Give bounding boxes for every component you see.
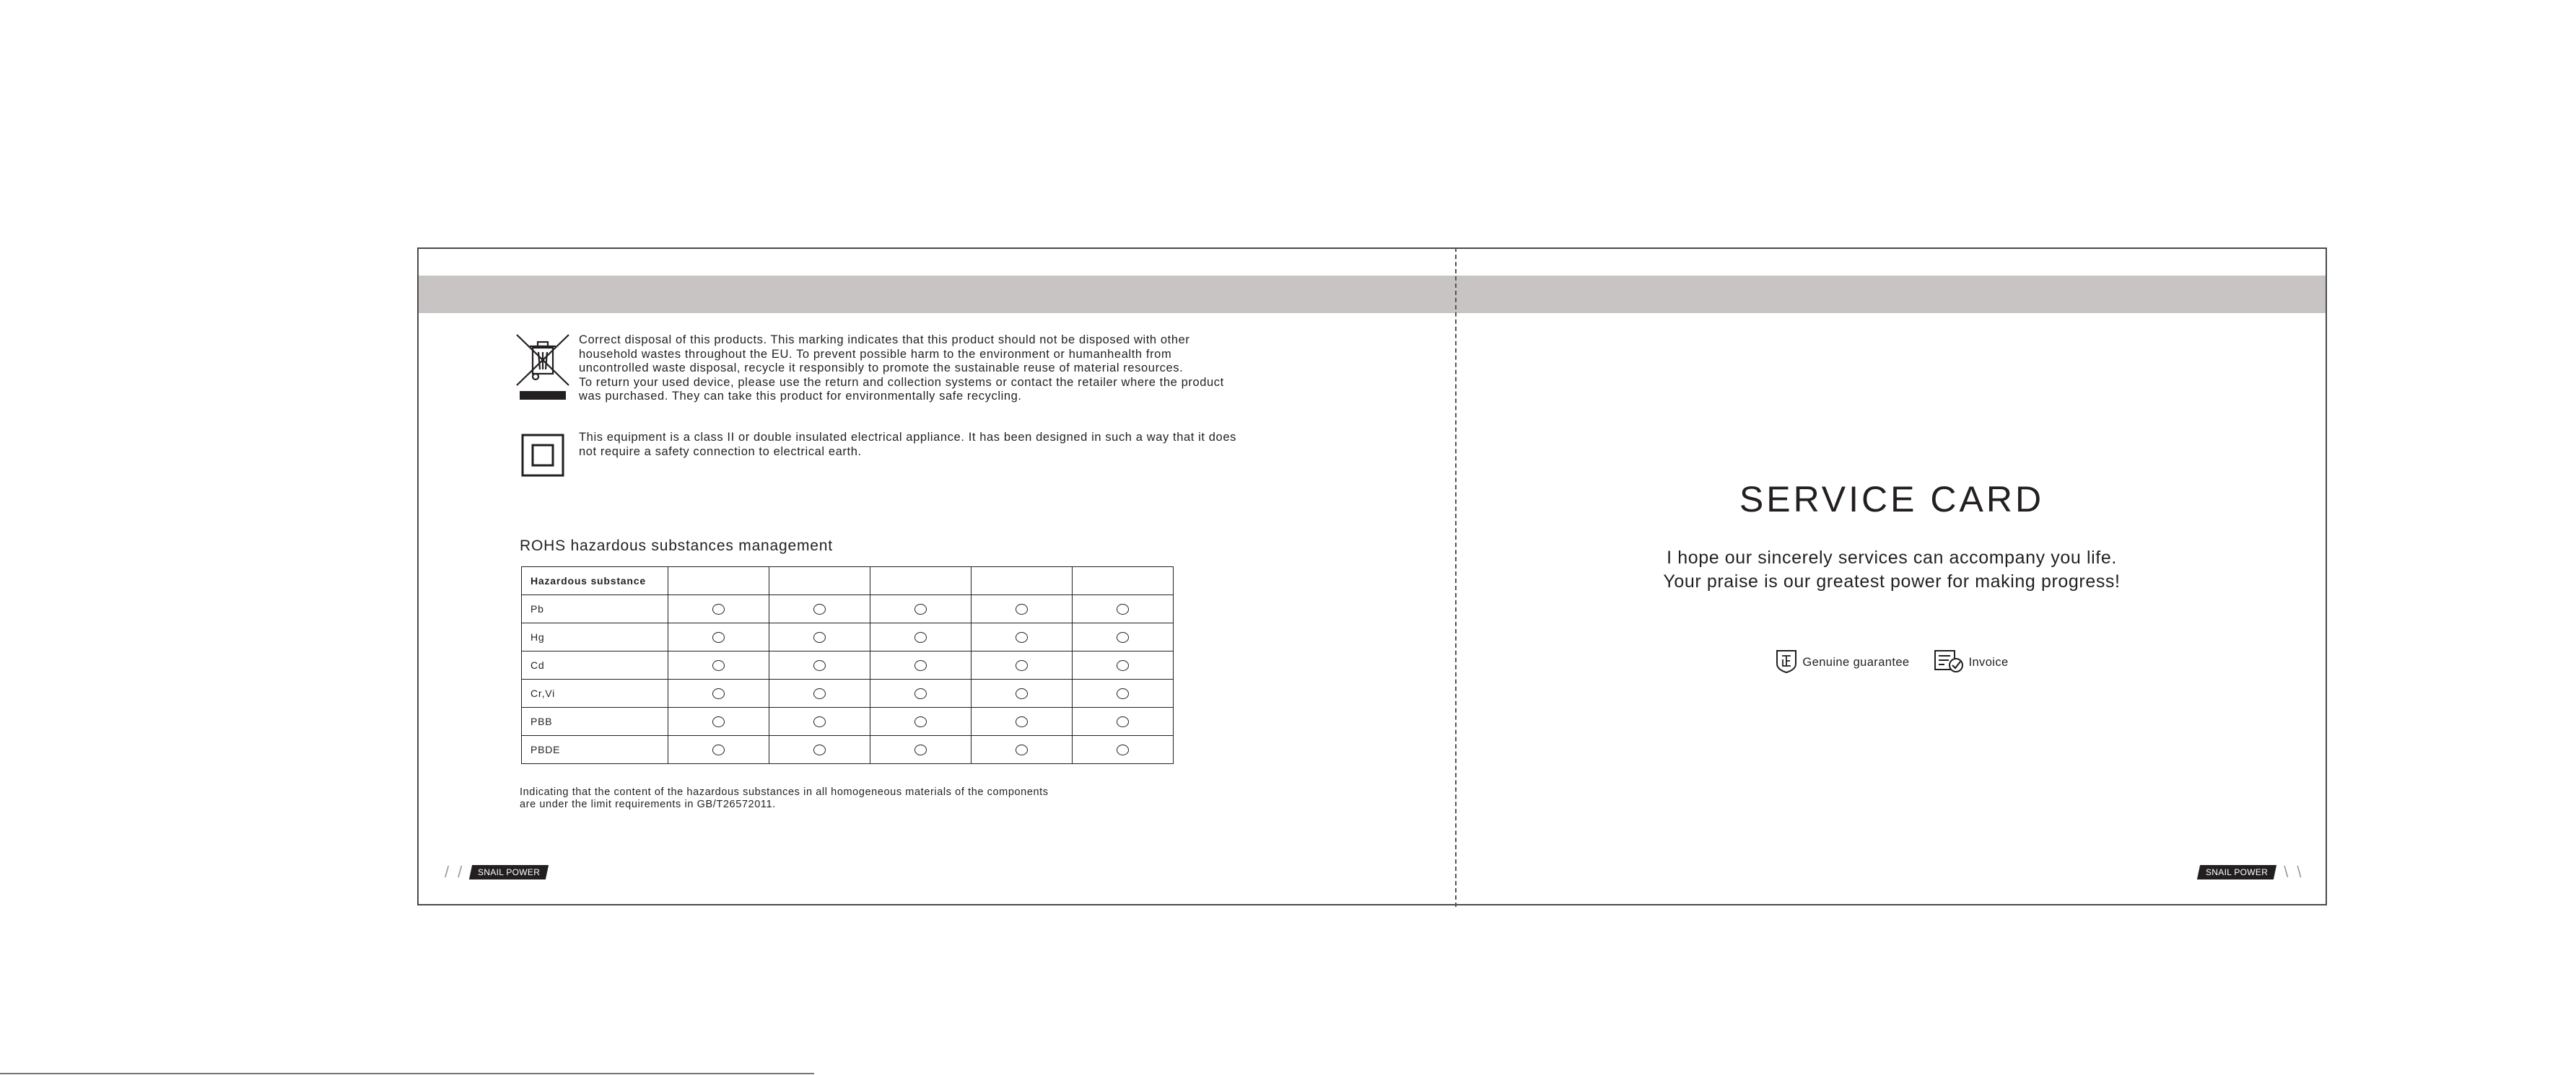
rohs-cell [668, 708, 769, 736]
weee-line: household wastes throughout the EU. To prevent possible harm to the environment or humanhealth from [579, 347, 1172, 361]
right-brand [2199, 865, 2301, 879]
rohs-cell [1073, 651, 1174, 680]
backslash-decoration: \ [2297, 863, 2302, 881]
class-ii-text [579, 431, 1301, 459]
rohs-header-row [522, 567, 1174, 595]
circle-mark-icon [712, 716, 725, 727]
rohs-cell [1073, 623, 1174, 651]
rohs-cell [769, 623, 870, 651]
circle-mark-icon [914, 745, 927, 755]
rohs-cell [972, 708, 1073, 736]
rohs-row [522, 708, 1174, 736]
left-brand [445, 865, 547, 879]
weee-text [579, 333, 1301, 404]
rohs-row [522, 595, 1174, 623]
rohs-cell [972, 680, 1073, 708]
rohs-header-cell [870, 567, 972, 595]
rohs-cell [870, 708, 972, 736]
rohs-cell [668, 736, 769, 764]
feature-label: Genuine guarantee [1802, 656, 1910, 669]
slash-decoration: / [445, 863, 450, 881]
rohs-header-cell [769, 567, 870, 595]
rohs-cell [668, 651, 769, 680]
circle-mark-icon [1117, 716, 1129, 727]
circle-mark-icon [712, 660, 725, 671]
circle-mark-icon [1117, 745, 1129, 755]
rohs-row-label: PBDE [522, 736, 668, 764]
class-ii-line: not require a safety connection to electrical earth. [579, 444, 862, 458]
rohs-cell [1073, 708, 1174, 736]
double-square-class-ii-icon [521, 434, 564, 481]
rohs-cell [870, 595, 972, 623]
rohs-title: ROHS hazardous substances management [520, 538, 833, 554]
circle-mark-icon [1117, 632, 1129, 643]
rohs-cell [870, 736, 972, 764]
circle-mark-icon [712, 745, 725, 755]
brand-label: SNAIL POWER [478, 867, 541, 877]
circle-mark-icon [813, 745, 826, 755]
circle-mark-icon [914, 632, 927, 643]
backslash-decoration: \ [2284, 863, 2289, 881]
circle-mark-icon [1016, 716, 1028, 727]
rohs-cell [769, 595, 870, 623]
shield-genuine-icon [1775, 648, 1798, 677]
bottom-edge-line [0, 1073, 814, 1074]
rohs-note-line: Indicating that the content of the hazardous substances in all homogeneous materials of the components [520, 786, 1049, 798]
class-ii-line: This equipment is a class II or double insulated electrical appliance. It has been designed in such a way that it does [579, 431, 1236, 444]
rohs-cell [870, 623, 972, 651]
feature-genuine-guarantee [1775, 648, 1909, 677]
rohs-cell [668, 680, 769, 708]
rohs-cell [870, 680, 972, 708]
rohs-header-label: Hazardous substance [522, 567, 668, 595]
circle-mark-icon [1016, 632, 1028, 643]
rohs-cell [972, 595, 1073, 623]
brand-label: SNAIL POWER [2206, 867, 2269, 877]
feature-invoice [1933, 648, 2009, 677]
subtitle-line: I hope our sincerely services can accompany you life. [1667, 548, 2117, 568]
circle-mark-icon [813, 660, 826, 671]
header-band [419, 276, 2326, 313]
service-card-subtitle [1455, 546, 2328, 594]
rohs-body [522, 595, 1174, 764]
circle-mark-icon [813, 632, 826, 643]
circle-mark-icon [1117, 688, 1129, 699]
rohs-cell [1073, 736, 1174, 764]
service-card-title: SERVICE CARD [1739, 479, 2045, 519]
circle-mark-icon [1016, 660, 1028, 671]
rohs-cell [870, 651, 972, 680]
rohs-cell [1073, 680, 1174, 708]
circle-mark-icon [914, 716, 927, 727]
rohs-row [522, 651, 1174, 680]
rohs-note-line: are under the limit requirements in GB/T26572011. [520, 799, 776, 810]
circle-mark-icon [1117, 660, 1129, 671]
circle-mark-icon [914, 604, 927, 615]
circle-mark-icon [712, 688, 725, 699]
rohs-row-label: Hg [522, 623, 668, 651]
rohs-cell [972, 736, 1073, 764]
circle-mark-icon [1016, 688, 1028, 699]
rohs-cell [668, 595, 769, 623]
rohs-cell [769, 708, 870, 736]
subtitle-line: Your praise is our greatest power for making progress! [1663, 571, 2121, 592]
rohs-cell [972, 651, 1073, 680]
circle-mark-icon [813, 604, 826, 615]
weee-line: was purchased. They can take this product for environmentally safe recycling. [579, 390, 1022, 403]
circle-mark-icon [1016, 745, 1028, 755]
rohs-row-label: PBB [522, 708, 668, 736]
rohs-row [522, 736, 1174, 764]
circle-mark-icon [712, 632, 725, 643]
rohs-cell [1073, 595, 1174, 623]
rohs-header-cell [668, 567, 769, 595]
rohs-cell [769, 651, 870, 680]
brand-tag [2197, 865, 2276, 879]
weee-line: uncontrolled waste disposal, recycle it responsibly to promote the sustainable reuse of material resources. [579, 361, 1184, 374]
circle-mark-icon [712, 604, 725, 615]
circle-mark-icon [813, 688, 826, 699]
features-row [1455, 648, 2328, 677]
crossed-out-wheelie-bin-icon [514, 333, 572, 406]
rohs-note [520, 786, 1049, 811]
service-card-sheet [417, 247, 2327, 905]
invoice-check-icon [1933, 648, 1965, 677]
rohs-cell [769, 736, 870, 764]
weee-line: Correct disposal of this products. This marking indicates that this product should not be disposed with other [579, 333, 1190, 346]
rohs-table [521, 566, 1174, 764]
circle-mark-icon [914, 660, 927, 671]
brand-tag [469, 865, 549, 879]
circle-mark-icon [813, 716, 826, 727]
rohs-cell [668, 623, 769, 651]
rohs-row-label: Pb [522, 595, 668, 623]
circle-mark-icon [914, 688, 927, 699]
rohs-cell [972, 623, 1073, 651]
weee-line: To return your used device, please use the return and collection systems or contact the retailer where the product [579, 375, 1224, 389]
rohs-header-cell [972, 567, 1073, 595]
circle-mark-icon [1117, 604, 1129, 615]
rohs-row-label: Cr,Vi [522, 680, 668, 708]
rohs-row [522, 680, 1174, 708]
rohs-row-label: Cd [522, 651, 668, 680]
circle-mark-icon [1016, 604, 1028, 615]
rohs-row [522, 623, 1174, 651]
rohs-cell [769, 680, 870, 708]
slash-decoration: / [458, 863, 463, 881]
rohs-header-cell [1073, 567, 1174, 595]
feature-label: Invoice [1968, 656, 2009, 669]
